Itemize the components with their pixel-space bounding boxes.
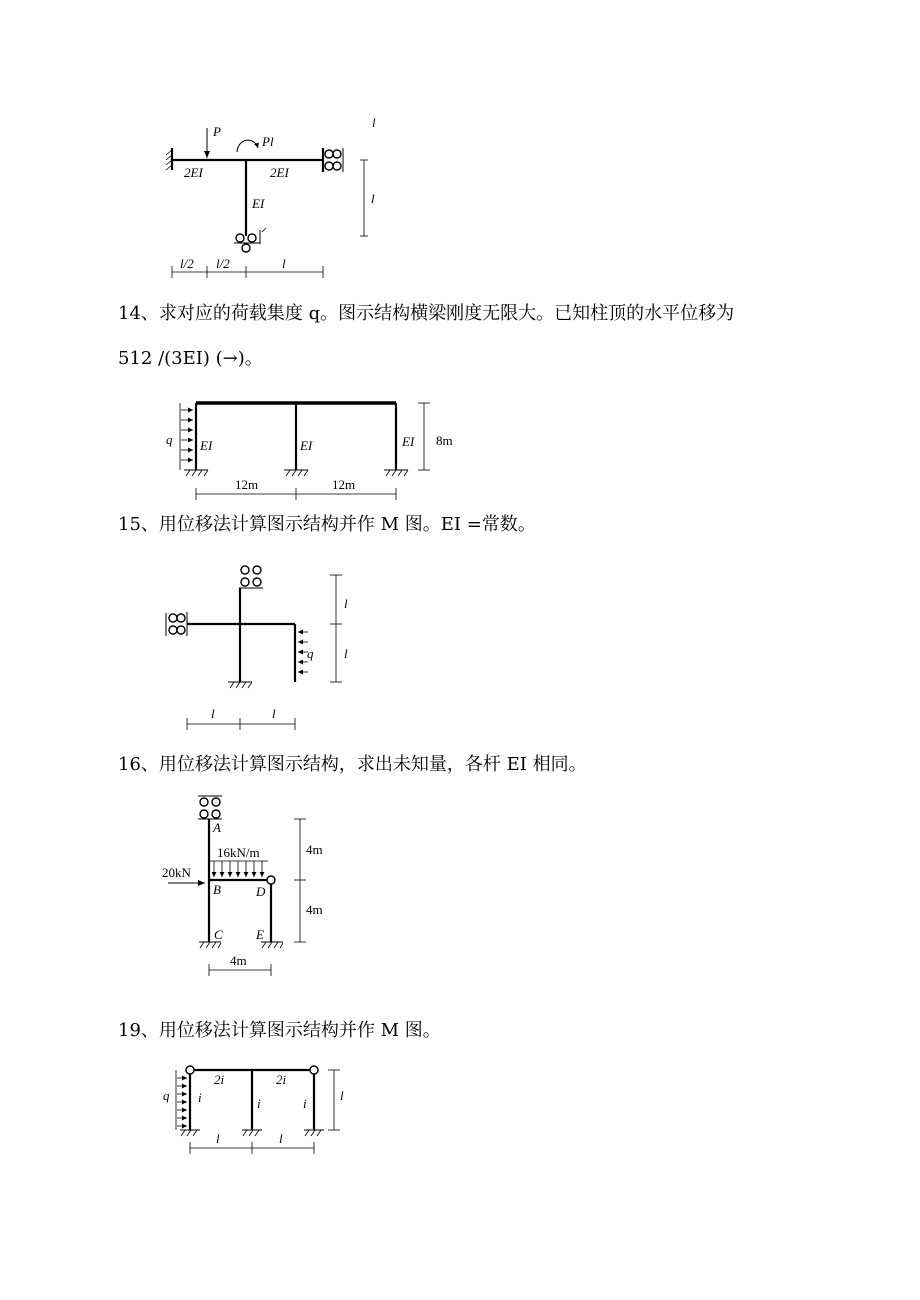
node-b-label: B — [213, 882, 221, 897]
beam-right-ei-label: 2EI — [270, 165, 289, 180]
moment-pl-label: Pl — [262, 134, 274, 149]
load-p-label: P — [213, 124, 221, 139]
beam-left-ei-label: 2EI — [184, 165, 203, 180]
height-dim-label: 8m — [436, 433, 453, 448]
col3-label: i — [303, 1096, 307, 1111]
dim-v-label: l — [340, 1088, 344, 1103]
problem-19-text: 19、用位移法计算图示结构并作 M 图。 — [118, 1020, 441, 1041]
col2-ei-label: EI — [300, 438, 313, 453]
dim-top-right-label: l — [372, 115, 376, 130]
point-load-label: 20kN — [162, 865, 191, 880]
dim-bottom-2: l/2 — [216, 256, 230, 271]
figure-19 — [0, 1060, 920, 1160]
dim-bottom-3: l — [282, 256, 286, 271]
col2-label: i — [257, 1096, 261, 1111]
load-q-label: q — [166, 432, 173, 447]
load-q-label: q — [163, 1088, 170, 1103]
node-d-label: D — [256, 884, 266, 899]
dim-v1-label: l — [344, 596, 348, 611]
dim-h1-label: l — [211, 706, 215, 721]
figure-15 — [0, 560, 920, 735]
problem-15-text: 15、用位移法计算图示结构并作 M 图。EI =常数。 — [118, 514, 536, 535]
problem-16-text: 16、用位移法计算图示结构，求出未知量，各杆 EI 相同。 — [118, 754, 587, 775]
dim-h1-label: l — [216, 1131, 220, 1146]
load-q-label: q — [307, 646, 314, 661]
dim-v1-label: 4m — [306, 842, 323, 857]
dist-load-label: 16kN/m — [217, 845, 260, 860]
beam2-label: 2i — [276, 1072, 287, 1087]
figure-13 — [0, 0, 920, 290]
problem-14-text: 14、求对应的荷载集度 q。图示结构横梁刚度无限大。已知柱顶的水平位移为 — [118, 303, 735, 324]
span2-dim-label: 12m — [332, 477, 356, 492]
problem-14-text-2: 512 /(3EI) (→)。 — [118, 348, 263, 369]
dim-h-label: 4m — [230, 953, 247, 968]
col3-ei-label: EI — [402, 434, 415, 449]
dim-h2-label: l — [279, 1131, 283, 1146]
figure-14 — [0, 390, 920, 510]
dim-h2-label: l — [272, 706, 276, 721]
column-ei-label: EI — [252, 196, 265, 211]
node-a-label: A — [213, 820, 221, 835]
dim-v2-label: 4m — [306, 902, 323, 917]
dim-bottom-1: l/2 — [180, 256, 194, 271]
node-e-label: E — [256, 927, 264, 942]
dim-v2-label: l — [344, 646, 348, 661]
node-c-label: C — [214, 927, 223, 942]
col1-ei-label: EI — [200, 438, 213, 453]
dim-right-vertical-label: l — [371, 191, 375, 206]
figure-16 — [0, 790, 920, 980]
span1-dim-label: 12m — [235, 477, 259, 492]
col1-label: i — [198, 1090, 202, 1105]
beam1-label: 2i — [214, 1072, 225, 1087]
